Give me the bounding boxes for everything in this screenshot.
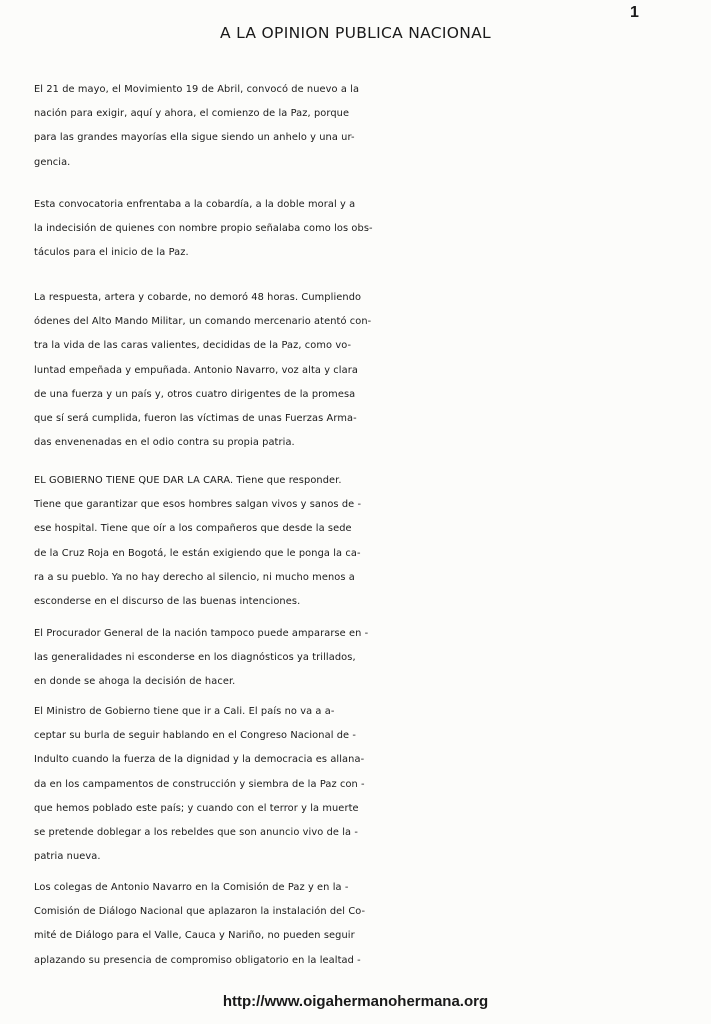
paragraph-3 [34,286,684,455]
paragraph-1 [34,78,684,175]
text-line: ódenes del Alto Mando Militar, un comando mercenario atentó con- [34,316,372,328]
document-title: A LA OPINION PUBLICA NACIONAL [220,24,491,42]
text-line: patria nueva. [34,851,101,863]
text-line: esconderse en el discurso de las buenas intenciones. [34,595,301,607]
text-line: las generalidades ni esconderse en los diagnósticos ya trillados, [34,652,356,664]
text-line: nación para exigir, aquí y ahora, el comienzo de la Paz, porque [34,108,350,120]
text-line: de una fuerza y un país y, otros cuatro dirigentes de la promesa [34,388,356,400]
paragraph-2 [34,193,684,266]
footer-url: http://www.oigahermanohermana.org [222,993,489,1010]
text-line: da en los campamentos de construcción y siembra de la Paz con - [34,778,365,790]
text-line: Indulto cuando la fuerza de la dignidad y la democracia es allana- [34,754,365,766]
text-line: para las grandes mayorías ella sigue siendo un anhelo y una ur- [34,132,355,144]
text-line: luntad empeñada y empuñada. Antonio Navarro, voz alta y clara [34,364,358,376]
text-line: El 21 de mayo, el Movimiento 19 de Abril, convocó de nuevo a la [34,84,360,95]
text-line: Esta convocatoria enfrentaba a la cobardía, a la doble moral y a [34,199,356,210]
text-line: tra la vida de las caras valientes, decididas de la Paz, como vo- [34,340,352,352]
text-line: Tiene que garantizar que esos hombres salgan vivos y sanos de - [34,499,362,511]
text-line: táculos para el inicio de la Paz. [34,247,189,259]
paragraph-7 [34,876,684,973]
text-line: Comisión de Diálogo Nacional que aplazaron la instalación del Co- [34,906,366,918]
text-line: EL GOBIERNO TIENE QUE DAR LA CARA. Tiene que responder. [34,475,342,486]
text-line: La respuesta, artera y cobarde, no demoró 48 horas. Cumpliendo [34,292,362,303]
text-line: se pretende doblegar a los rebeldes que son anuncio vivo de la - [34,826,359,838]
paragraph-5 [34,622,684,695]
text-line: Los colegas de Antonio Navarro en la Comisión de Paz y en la - [34,882,349,893]
text-line: aplazando su presencia de compromiso obligatorio en la lealtad - [34,954,361,966]
text-line: la indecisión de quienes con nombre propio señalaba como los obs- [34,223,373,235]
text-line: das envenenadas en el odio contra su propia patria. [34,437,295,449]
text-line: ceptar su burla de seguir hablando en el Congreso Nacional de - [34,730,357,742]
paragraph-6 [34,700,684,869]
text-line: mité de Diálogo para el Valle, Cauca y Nariño, no pueden seguir [34,930,355,942]
text-line: ra a su pueblo. Ya no hay derecho al silencio, ni mucho menos a [34,571,355,583]
text-line: El Ministro de Gobierno tiene que ir a Cali. El país no va a a- [34,706,335,717]
text-line: en donde se ahoga la decisión de hacer. [34,676,236,688]
text-line: que hemos poblado este país; y cuando con el terror y la muerte [34,802,359,814]
text-line: de la Cruz Roja en Bogotá, le están exigiendo que le ponga la ca- [34,547,361,559]
text-line: El Procurador General de la nación tampoco puede ampararse en - [34,628,369,639]
page-number: 1 [630,4,639,21]
text-line: que sí será cumplida, fueron las víctimas de unas Fuerzas Arma- [34,412,357,424]
paragraph-4 [34,469,684,614]
text-line: ese hospital. Tiene que oír a los compañeros que desde la sede [34,523,352,535]
text-line: gencia. [34,156,71,168]
